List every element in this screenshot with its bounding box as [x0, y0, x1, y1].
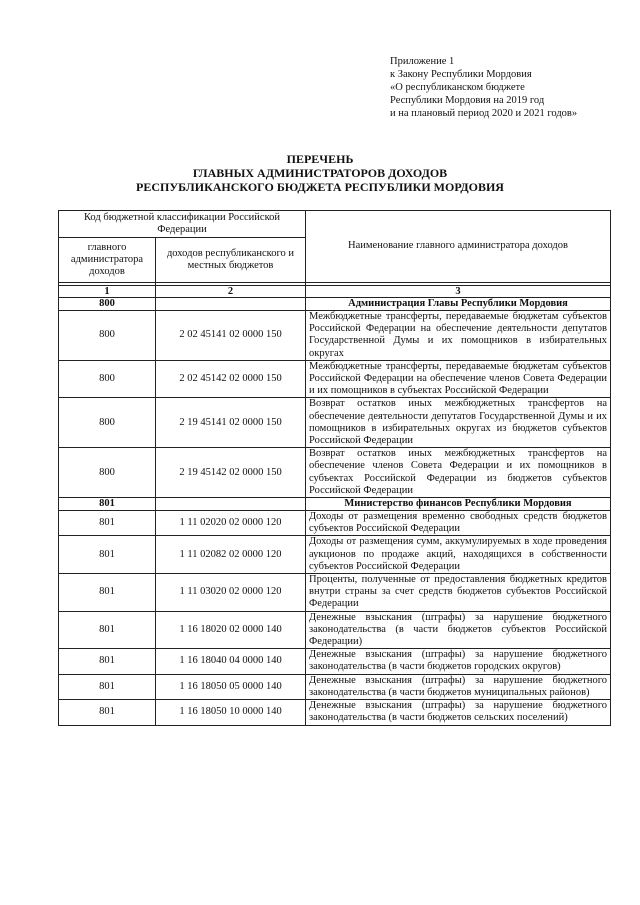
header-classification-code: Код бюджетной классификации Российской Федерации: [59, 211, 306, 238]
revenue-code-cell: [156, 298, 306, 311]
admin-code-cell: 800: [59, 311, 156, 361]
admin-name-cell: Доходы от размещения сумм, аккумулируемых в ходе проведения аукционов по продаже акций, находящихся в собственности субъектов Российской Федерации: [306, 536, 611, 574]
table-row: [59, 649, 611, 674]
appendix-line: Приложение 1: [390, 56, 455, 67]
revenue-code-cell: 1 16 18040 04 0000 140: [156, 649, 306, 674]
header-admin-code: главного администратора доходов: [59, 238, 156, 283]
revenue-code-cell: 2 02 45141 02 0000 150: [156, 311, 306, 361]
admin-name-cell: Возврат остатков иных межбюджетных трансфертов на обеспечение деятельности депутатов Государственной Думы и их помощников в избирательных округах из бюджетов субъектов Российской Федерации: [306, 398, 611, 448]
admin-name-cell: Межбюджетные трансферты, передаваемые бюджетам субъектов Российской Федерации на обеспечение деятельности депутатов Государственной Думы и их помощников в избирательных округах: [306, 311, 611, 361]
revenue-administrators-table: [58, 210, 611, 726]
admin-name-cell: Проценты, полученные от предоставления бюджетных кредитов внутри страны за счет средств бюджетов субъектов Российской Федерации: [306, 574, 611, 612]
revenue-code-cell: 2 19 45142 02 0000 150: [156, 448, 306, 498]
revenue-code-cell: 2 19 45141 02 0000 150: [156, 398, 306, 448]
table-row: [59, 674, 611, 699]
table-row: [59, 574, 611, 612]
admin-code-cell: 800: [59, 448, 156, 498]
table-row: [59, 448, 611, 498]
revenue-code-cell: 1 16 18050 05 0000 140: [156, 674, 306, 699]
document-title: [0, 152, 640, 194]
admin-code-cell: 801: [59, 536, 156, 574]
column-number: 1: [59, 286, 156, 298]
admin-code-cell: 801: [59, 700, 156, 725]
appendix-line: «О республиканском бюджете: [390, 82, 525, 93]
revenue-code-cell: 1 11 03020 02 0000 120: [156, 574, 306, 612]
appendix-line: Республики Мордовия на 2019 год: [390, 95, 545, 106]
appendix-line: к Закону Республики Мордовия: [390, 69, 532, 80]
appendix-line: и на плановый период 2020 и 2021 годов»: [390, 108, 578, 119]
table-row: [59, 360, 611, 398]
admin-code-cell: 800: [59, 398, 156, 448]
table-row: [59, 611, 611, 649]
title-line: РЕСПУБЛИКАНСКОГО БЮДЖЕТА РЕСПУБЛИКИ МОРДОВИЯ: [136, 180, 504, 194]
revenue-code-cell: [156, 498, 306, 511]
revenue-code-cell: 1 11 02082 02 0000 120: [156, 536, 306, 574]
table-row: [59, 511, 611, 536]
admin-name-cell: Доходы от размещения временно свободных средств бюджетов субъектов Российской Федерации: [306, 511, 611, 536]
admin-code-cell: 800: [59, 298, 156, 311]
admin-code-cell: 801: [59, 511, 156, 536]
table-row: [59, 398, 611, 448]
column-number: 3: [306, 286, 611, 298]
header-admin-name: Наименование главного администратора доходов: [306, 211, 611, 283]
appendix-note: [390, 55, 577, 120]
admin-name-cell: Денежные взыскания (штрафы) за нарушение бюджетного законодательства (в части бюджетов субъектов Российской Федерации): [306, 611, 611, 649]
admin-code-cell: 801: [59, 649, 156, 674]
table-row: [59, 700, 611, 725]
table-header-row: [59, 211, 611, 238]
admin-name-cell: Денежные взыскания (штрафы) за нарушение бюджетного законодательства (в части бюджетов городских округов): [306, 649, 611, 674]
admin-code-cell: 800: [59, 360, 156, 398]
admin-code-cell: 801: [59, 674, 156, 699]
admin-name-cell: Возврат остатков иных межбюджетных трансфертов на обеспечение членов Совета Федерации и их помощников в субъектах Российской Федерации из бюджетов субъектов Российской Федерации: [306, 448, 611, 498]
title-line: ГЛАВНЫХ АДМИНИСТРАТОРОВ ДОХОДОВ: [192, 166, 448, 180]
revenue-code-cell: 1 16 18020 02 0000 140: [156, 611, 306, 649]
admin-code-cell: 801: [59, 498, 156, 511]
admin-name-cell: Администрация Главы Республики Мордовия: [306, 298, 611, 311]
admin-name-cell: Министерство финансов Республики Мордовия: [306, 498, 611, 511]
admin-code-cell: 801: [59, 611, 156, 649]
table-row: [59, 536, 611, 574]
admin-name-cell: Межбюджетные трансферты, передаваемые бюджетам субъектов Российской Федерации на обеспечение членов Совета Федерации и их помощников в субъектах Российской Федерации: [306, 360, 611, 398]
revenue-code-cell: 1 11 02020 02 0000 120: [156, 511, 306, 536]
column-numbers-row: [59, 286, 611, 298]
admin-code-cell: 801: [59, 574, 156, 612]
revenue-code-cell: 2 02 45142 02 0000 150: [156, 360, 306, 398]
admin-name-cell: Денежные взыскания (штрафы) за нарушение бюджетного законодательства (в части бюджетов сельских поселений): [306, 700, 611, 725]
column-number: 2: [156, 286, 306, 298]
admin-name-cell: Денежные взыскания (штрафы) за нарушение бюджетного законодательства (в части бюджетов муниципальных районов): [306, 674, 611, 699]
header-revenue-code: доходов республиканского и местных бюджетов: [156, 238, 306, 283]
title-line: ПЕРЕЧЕНЬ: [286, 152, 354, 166]
table-row-org: [59, 298, 611, 311]
table-row-org: [59, 498, 611, 511]
table-row: [59, 311, 611, 361]
revenue-code-cell: 1 16 18050 10 0000 140: [156, 700, 306, 725]
